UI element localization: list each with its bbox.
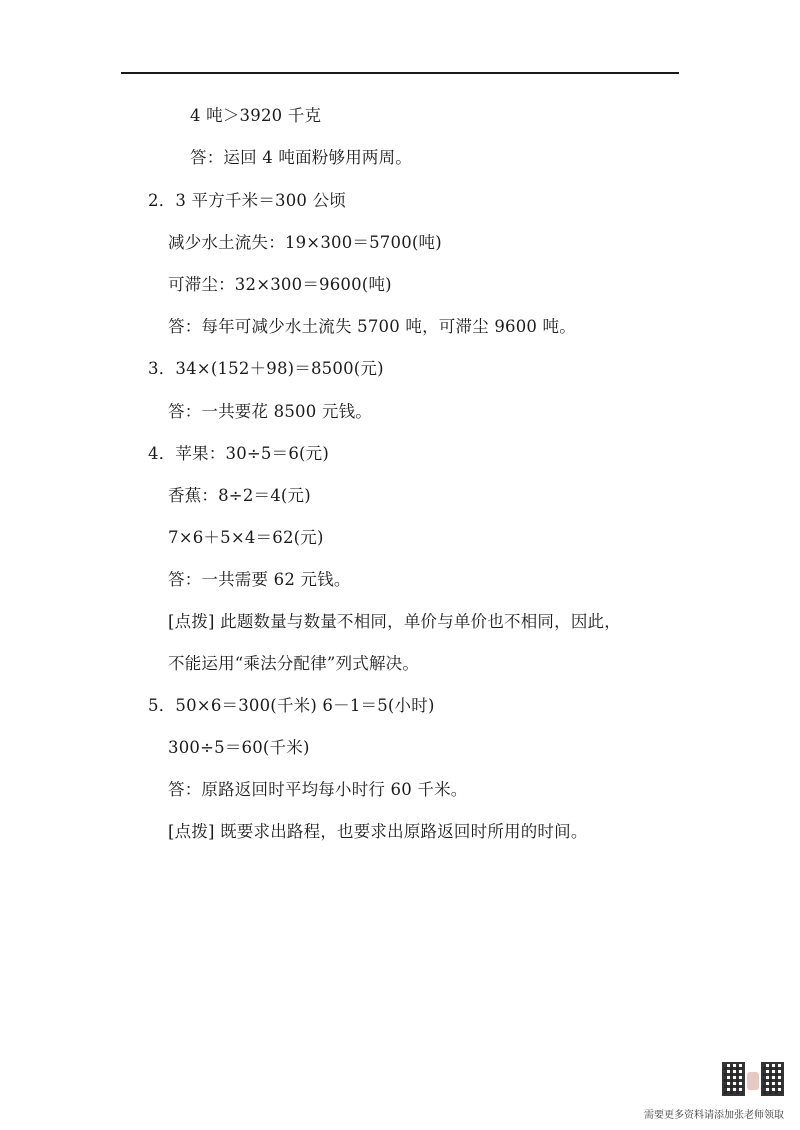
problem-3-heading: 3．34×(152＋98)＝8500(元) bbox=[148, 359, 384, 378]
answer-line: 答：原路返回时平均每小时行 60 千米。 bbox=[168, 780, 468, 799]
hint-line: [点拨] 既要求出路程，也要求出原路返回时所用的时间。 bbox=[168, 822, 588, 841]
footer-watermark bbox=[544, 1062, 784, 1122]
text-line: 300÷5＝60(千米) bbox=[168, 738, 310, 757]
text-line: 香蕉：8÷2＝4(元) bbox=[168, 486, 311, 505]
footer-note: 需要更多资料请添加张老师领取 bbox=[644, 1110, 784, 1121]
text-line: 可滞尘：32×300＝9600(吨) bbox=[168, 275, 392, 294]
hint-line: [点拨] 此题数量与数量不相同，单价与单价也不相同，因此， bbox=[168, 612, 621, 631]
answer-line: 答：运回 4 吨面粉够用两周。 bbox=[190, 148, 412, 167]
avatar bbox=[747, 1072, 759, 1090]
text-line: 4 吨＞3920 千克 bbox=[190, 106, 322, 125]
problem-4-heading: 4．苹果：30÷5＝6(元) bbox=[148, 444, 329, 463]
text-line: 7×6＋5×4＝62(元) bbox=[168, 528, 324, 547]
answer-line: 答：每年可减少水土流失 5700 吨，可滞尘 9600 吨。 bbox=[168, 317, 576, 336]
problem-2-heading: 2．3 平方千米＝300 公顷 bbox=[148, 191, 346, 210]
text-line: 减少水土流失：19×300＝5700(吨) bbox=[168, 233, 442, 252]
qr-code-icon bbox=[761, 1062, 784, 1096]
answer-line: 答：一共需要 62 元钱。 bbox=[168, 570, 351, 589]
problem-5-heading: 5．50×6＝300(千米) 6－1＝5(小时) bbox=[148, 696, 435, 715]
hint-line: 不能运用“乘法分配律”列式解决。 bbox=[168, 654, 420, 673]
qr-code bbox=[722, 1062, 784, 1108]
qr-code-icon bbox=[722, 1062, 745, 1096]
answer-line: 答：一共要花 8500 元钱。 bbox=[168, 402, 372, 421]
top-divider bbox=[121, 72, 679, 74]
